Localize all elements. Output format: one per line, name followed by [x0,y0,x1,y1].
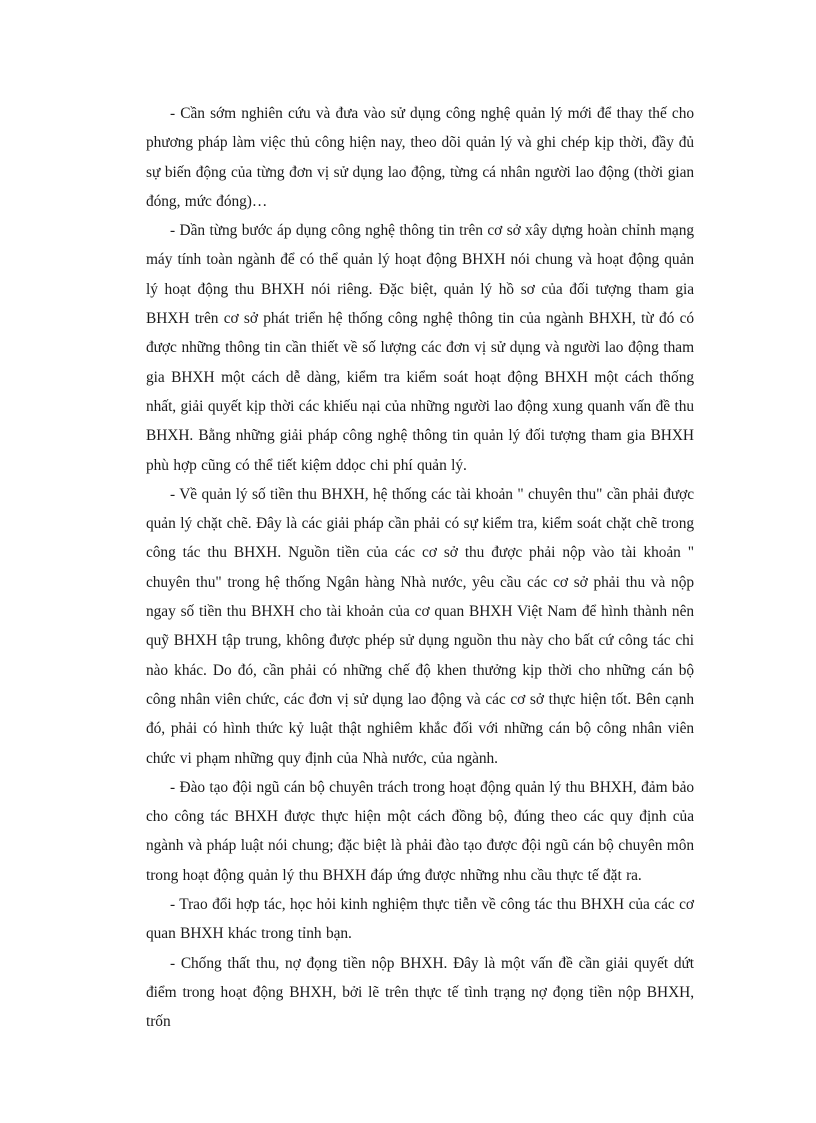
paragraph-anti-arrears: - Chống thất thu, nợ đọng tiền nộp BHXH. Đây là một vấn đề cần giải quyết dứt điểm trong hoạt động BHXH, bởi lẽ trên thực tế tình trạng nợ đọng tiền nộp BHXH, trốn [146,954,694,1031]
paragraph-it-application: - Dần từng bước áp dụng công nghệ thông tin trên cơ sở xây dựng hoàn chỉnh mạng máy tính toàn ngành để có thể quản lý hoạt động BHXH nói chung và hoạt động quản lý hoạt động thu BHXH nói riêng. Đặc biệt, quản lý hồ sơ của đối tượng tham gia BHXH trên cơ sở phát triển hệ thống công nghệ thông tin của ngành BHXH, từ đó có được những thông tin cần thiết về số lượng các đơn vị sử dụng và người lao động tham gia BHXH một cách dễ dàng, kiểm tra kiểm soát hoạt động BHXH một cách thống nhất, giải quyết kịp thời các khiếu nại của những người lao động xung quanh vấn đề thu BHXH. Bằng những giải pháp công nghệ thông tin quản lý đối tượng tham gia BHXH phù hợp cũng có thể tiết kiệm ddọc chi phí quản lý. [146,222,694,474]
paragraph-revenue-management: - Về quản lý số tiền thu BHXH, hệ thống các tài khoản " chuyên thu" cần phải được quản lý chặt chẽ. Đây là các giải pháp cần phải có sự kiểm tra, kiểm soát chặt chẽ trong công tác thu BHXH. Nguồn tiền của các cơ sở thu được phải nộp vào tài khoản " chuyên thu" trong hệ thống Ngân hàng Nhà nước, yêu cầu các cơ sở phải thu và nộp ngay số tiền thu BHXH cho tài khoản của cơ quan BHXH Việt Nam để hình thành nên quỹ BHXH tập trung, không được phép sử dụng nguồn thu này cho bất cứ công tác chi nào khác. Do đó, cần phải có những chế độ khen thưởng kịp thời cho những cán bộ công nhân viên chức, các đơn vị sử dụng lao động và các cơ sở thực hiện tốt. Bên cạnh đó, phải có hình thức kỷ luật thật nghiêm khắc đối với những cán bộ công nhân viên chức vi phạm những quy định của Nhà nước, của ngành. [146,485,694,767]
paragraph-technology-adoption: - Cần sớm nghiên cứu và đưa vào sử dụng công nghệ quản lý mới để thay thế cho phương pháp làm việc thủ công hiện nay, theo dõi quản lý và ghi chép kịp thời, đầy đủ sự biến động của từng đơn vị sử dụng lao động, từng cá nhân người lao động (thời gian đóng, mức đóng)… [146,105,694,210]
paragraph-staff-training: - Đào tạo đội ngũ cán bộ chuyên trách trong hoạt động quản lý thu BHXH, đảm bảo cho công tác BHXH được thực hiện một cách đồng bộ, đúng theo các quy định của ngành và pháp luật nói chung; đặc biệt là phải đào tạo được đội ngũ cán bộ chuyên môn trong hoạt động quản lý thu BHXH đáp ứng được những nhu cầu thực tế đặt ra. [146,778,694,884]
paragraph-cooperation: - Trao đổi hợp tác, học hỏi kinh nghiệm thực tiễn về công tác thu BHXH của các cơ quan BHXH khác trong tỉnh bạn. [146,896,694,943]
